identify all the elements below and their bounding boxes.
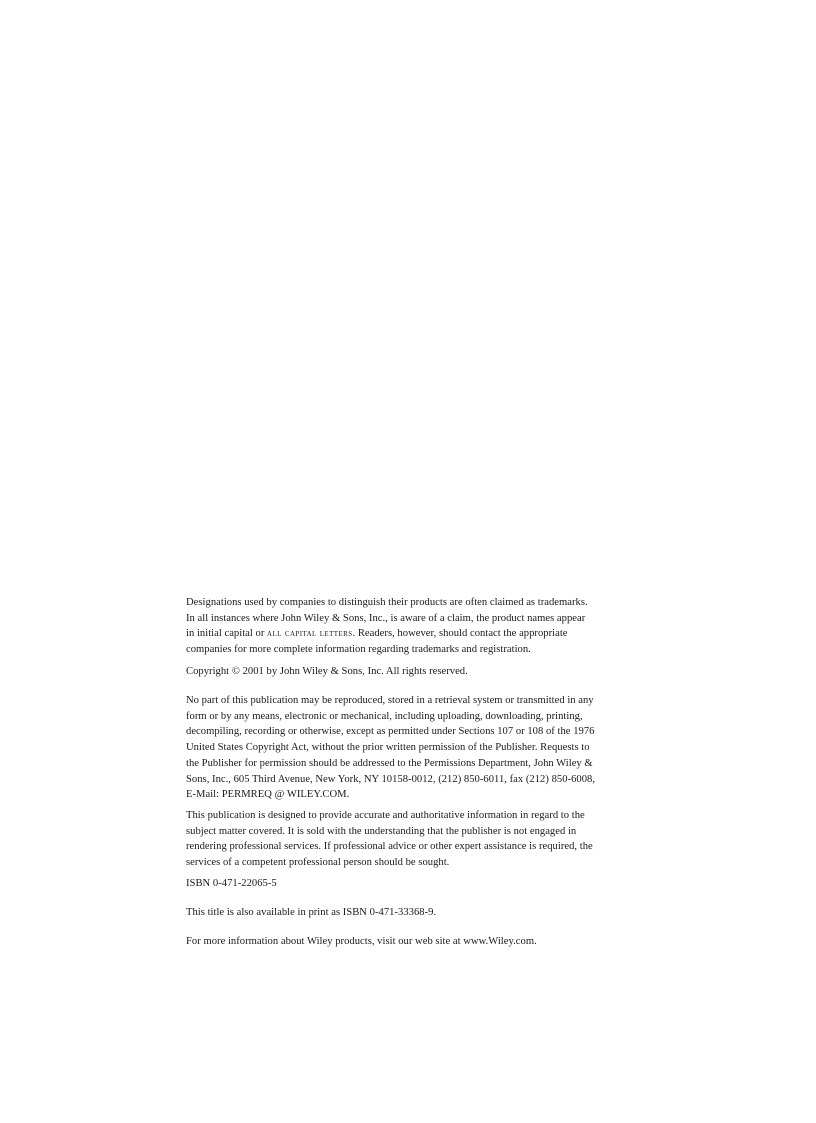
rights-line: United States Copyright Act, without the prior written permission of the Publisher. Requests to [186,742,590,754]
rights-line: the Publisher for permission should be addressed to the Permissions Department, John Wiley & [186,757,593,769]
copyright-holder: 2001 by John Wiley & Sons, Inc. All rights reserved. [239,666,468,677]
rights-notice [186,693,646,803]
disclaimer-line: rendering professional services. If professional advice or other expert assistance is required, the [186,841,593,853]
disclaimer-line: services of a competent professional person should be sought. [186,857,450,869]
trademark-line-3-end: . Readers, however, should contact the appropriate [352,628,568,640]
rights-line: form or by any means, electronic or mechanical, including uploading, downloading, printing, [186,710,583,722]
isbn-text: ISBN 0-471-22065-5 [186,878,277,889]
more-info-text: For more information about Wiley products, visit our web site at www.Wiley.com. [186,936,537,947]
trademark-line-2: In all instances where John Wiley & Sons, Inc., is aware of a claim, the product names appear [186,612,586,624]
rights-line: No part of this publication may be reproduced, stored in a retrieval system or transmitted in any [186,695,594,706]
disclaimer-line: subject matter covered. It is sold with the understanding that the publisher is not engaged in [186,825,577,837]
rights-line: Sons, Inc., 605 Third Avenue, New York, NY 10158-0012, (212) 850-6011, fax (212) 850-6008, [186,773,596,785]
disclaimer-notice [186,808,646,871]
print-availability-text: This title is also available in print as ISBN 0-471-33368-9. [186,907,437,918]
isbn-statement [186,876,646,892]
trademark-line-4: companies for more complete information regarding trademarks and registration. [186,644,531,656]
copyright-symbol: © [231,666,240,677]
more-info-statement [186,934,646,950]
trademark-notice [186,595,646,658]
trademark-line-3 [186,626,646,642]
copyright-prefix: Copyright [186,666,232,677]
trademark-line-3-start: in initial capital or [186,628,268,640]
all-capital-letters-text: all capital letters [267,628,353,640]
trademark-line-1: Designations used by companies to distinguish their products are often claimed as trademarks. [186,597,588,608]
rights-line: E-Mail: PERMREQ @ WILEY.COM. [186,789,350,801]
rights-line: decompiling, recording or otherwise, except as permitted under Sections 107 or 108 of the 1976 [186,726,595,738]
copyright-line [186,664,646,680]
print-availability-statement [186,905,646,921]
copyright-statement [186,664,646,680]
disclaimer-line: This publication is designed to provide accurate and authoritative information in regard to the [186,810,585,821]
